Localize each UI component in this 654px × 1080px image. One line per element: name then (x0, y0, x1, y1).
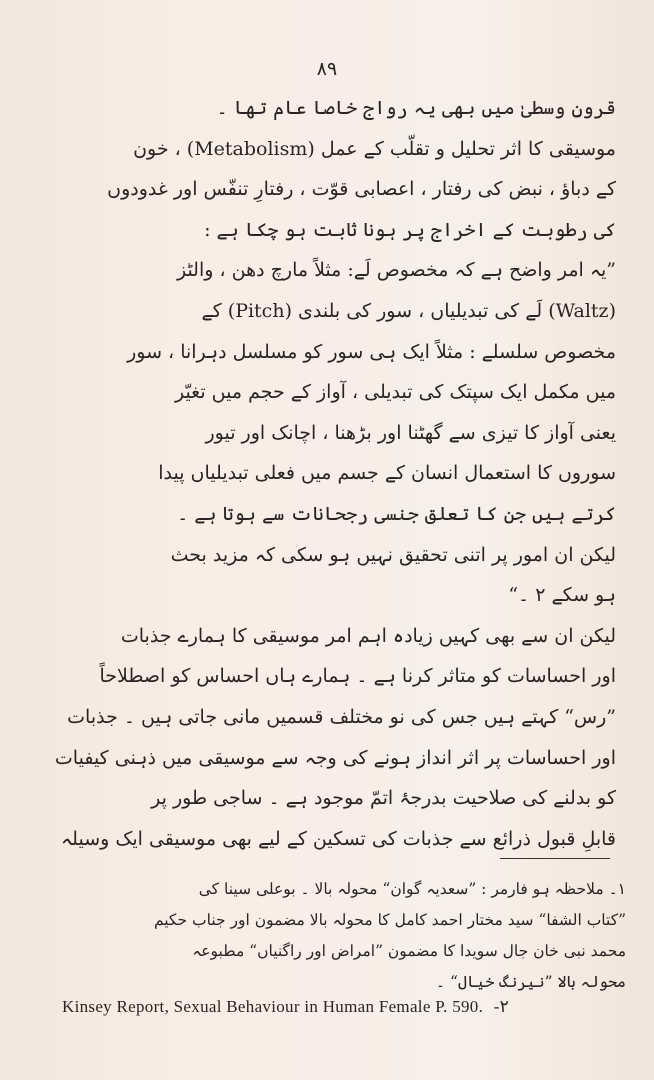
body-line: کو بدلنے کی صلاحیت بدرجۂ اتمّ موجود ہے ۔ ساجی طور پر (151, 787, 616, 810)
quote-line: (Waltz) لَے کی تبدیلیاں ، سور کی بلندی (Pitch) کے (201, 299, 616, 322)
body-line: ”رس“ کہتے ہیں جس کی نو مختلف قسمیں مانی جاتی ہیں ۔ جذبات (67, 705, 616, 728)
body-line: اور احساسات پر اثر انداز ہونے کی وجہ سے موسیقی میں ذہنی کیفیات (54, 746, 616, 769)
footnotes (46, 874, 626, 998)
body-line: لیکن ان سے بھی کہیں زیادہ اہم امر موسیقی کا ہمارے جذبات (120, 624, 616, 647)
quote-line: سوروں کا استعمال انسان کے جسم میں فعلی تبدیلیاں پیدا (158, 462, 616, 485)
body-line: قابلِ قبول ذرائع سے جذبات کی تسکین کے لیے بھی موسیقی ایک وسیلہ (61, 827, 616, 850)
body-line: موسیقی کا اثر تحلیل و تقلّب کے عمل (Metabolism) ، خون (133, 137, 616, 160)
quote-line: مخصوص سلسلے : مثلاً ایک ہی سور کو مسلسل دہرانا ، سور (127, 340, 616, 363)
quote-line: کرتے ہیں جن کا تعلق جنسی رجحانات سے ہوتا ہے ۔ (177, 502, 616, 525)
footnote-line: ”کتاب الشفا“ سید مختار احمد کامل کا محولہ بالا مضمون اور جناب حکیم (153, 911, 626, 929)
footnote-line: محولہ بالا ”نیرنگ خیال“ ۔ (436, 973, 626, 991)
body-line: کی رطوبت کے اخراج پر ہونا ثابت ہو چکا ہے : (204, 218, 616, 241)
footnote-line: محمد نبی خان جال سویدا کا مضمون ”امراض اور راگنیاں“ مطبوعہ (192, 942, 626, 960)
quote-line: یعنی آواز کا تیزی سے گھٹنا اور بڑھنا ، اچانک اور تیور (205, 421, 616, 444)
page-number: ۸۹ (316, 58, 338, 80)
body-text (46, 88, 616, 859)
quote-line: ہو سکے ۲ ۔“ (508, 584, 616, 607)
footnote-line: ۱۔ ملاحظہ ہو فارمر : ”سعدیہ گوان“ محولہ بالا ۔ بوعلی سینا کی (198, 880, 626, 898)
footnote-english-marker: -۲ (493, 997, 509, 1016)
quote-line: لیکن ان امور پر اتنی تحقیق نہیں ہو سکی کہ مزید بحث (170, 543, 616, 566)
body-line: قرونِ وسطیٰ میں بھی یہ رواج خاصا عام تھا ۔ (216, 97, 616, 119)
body-line: کے دباؤ ، نبض کی رفتار ، اعصابی قوّت ، رفتارِ تنفّس اور غدودوں (107, 178, 616, 201)
footnote-english-text: Kinsey Report, Sexual Behaviour in Human Female P. 590. (62, 997, 484, 1016)
body-line: اور احساسات کو متاثر کرنا ہے ۔ ہمارے ہاں احساس کو اصطلاحاً (99, 665, 616, 688)
footnote-divider (500, 858, 610, 859)
footnote-english (62, 997, 622, 1017)
quote-line: میں مکمل ایک سپتک کی تبدیلی ، آواز کے حجم میں تغیّر (174, 381, 616, 404)
quote-line: ”یہ امر واضح ہے کہ مخصوص لَے: مثلاً مارچ دھن ، والٹز (176, 259, 616, 282)
